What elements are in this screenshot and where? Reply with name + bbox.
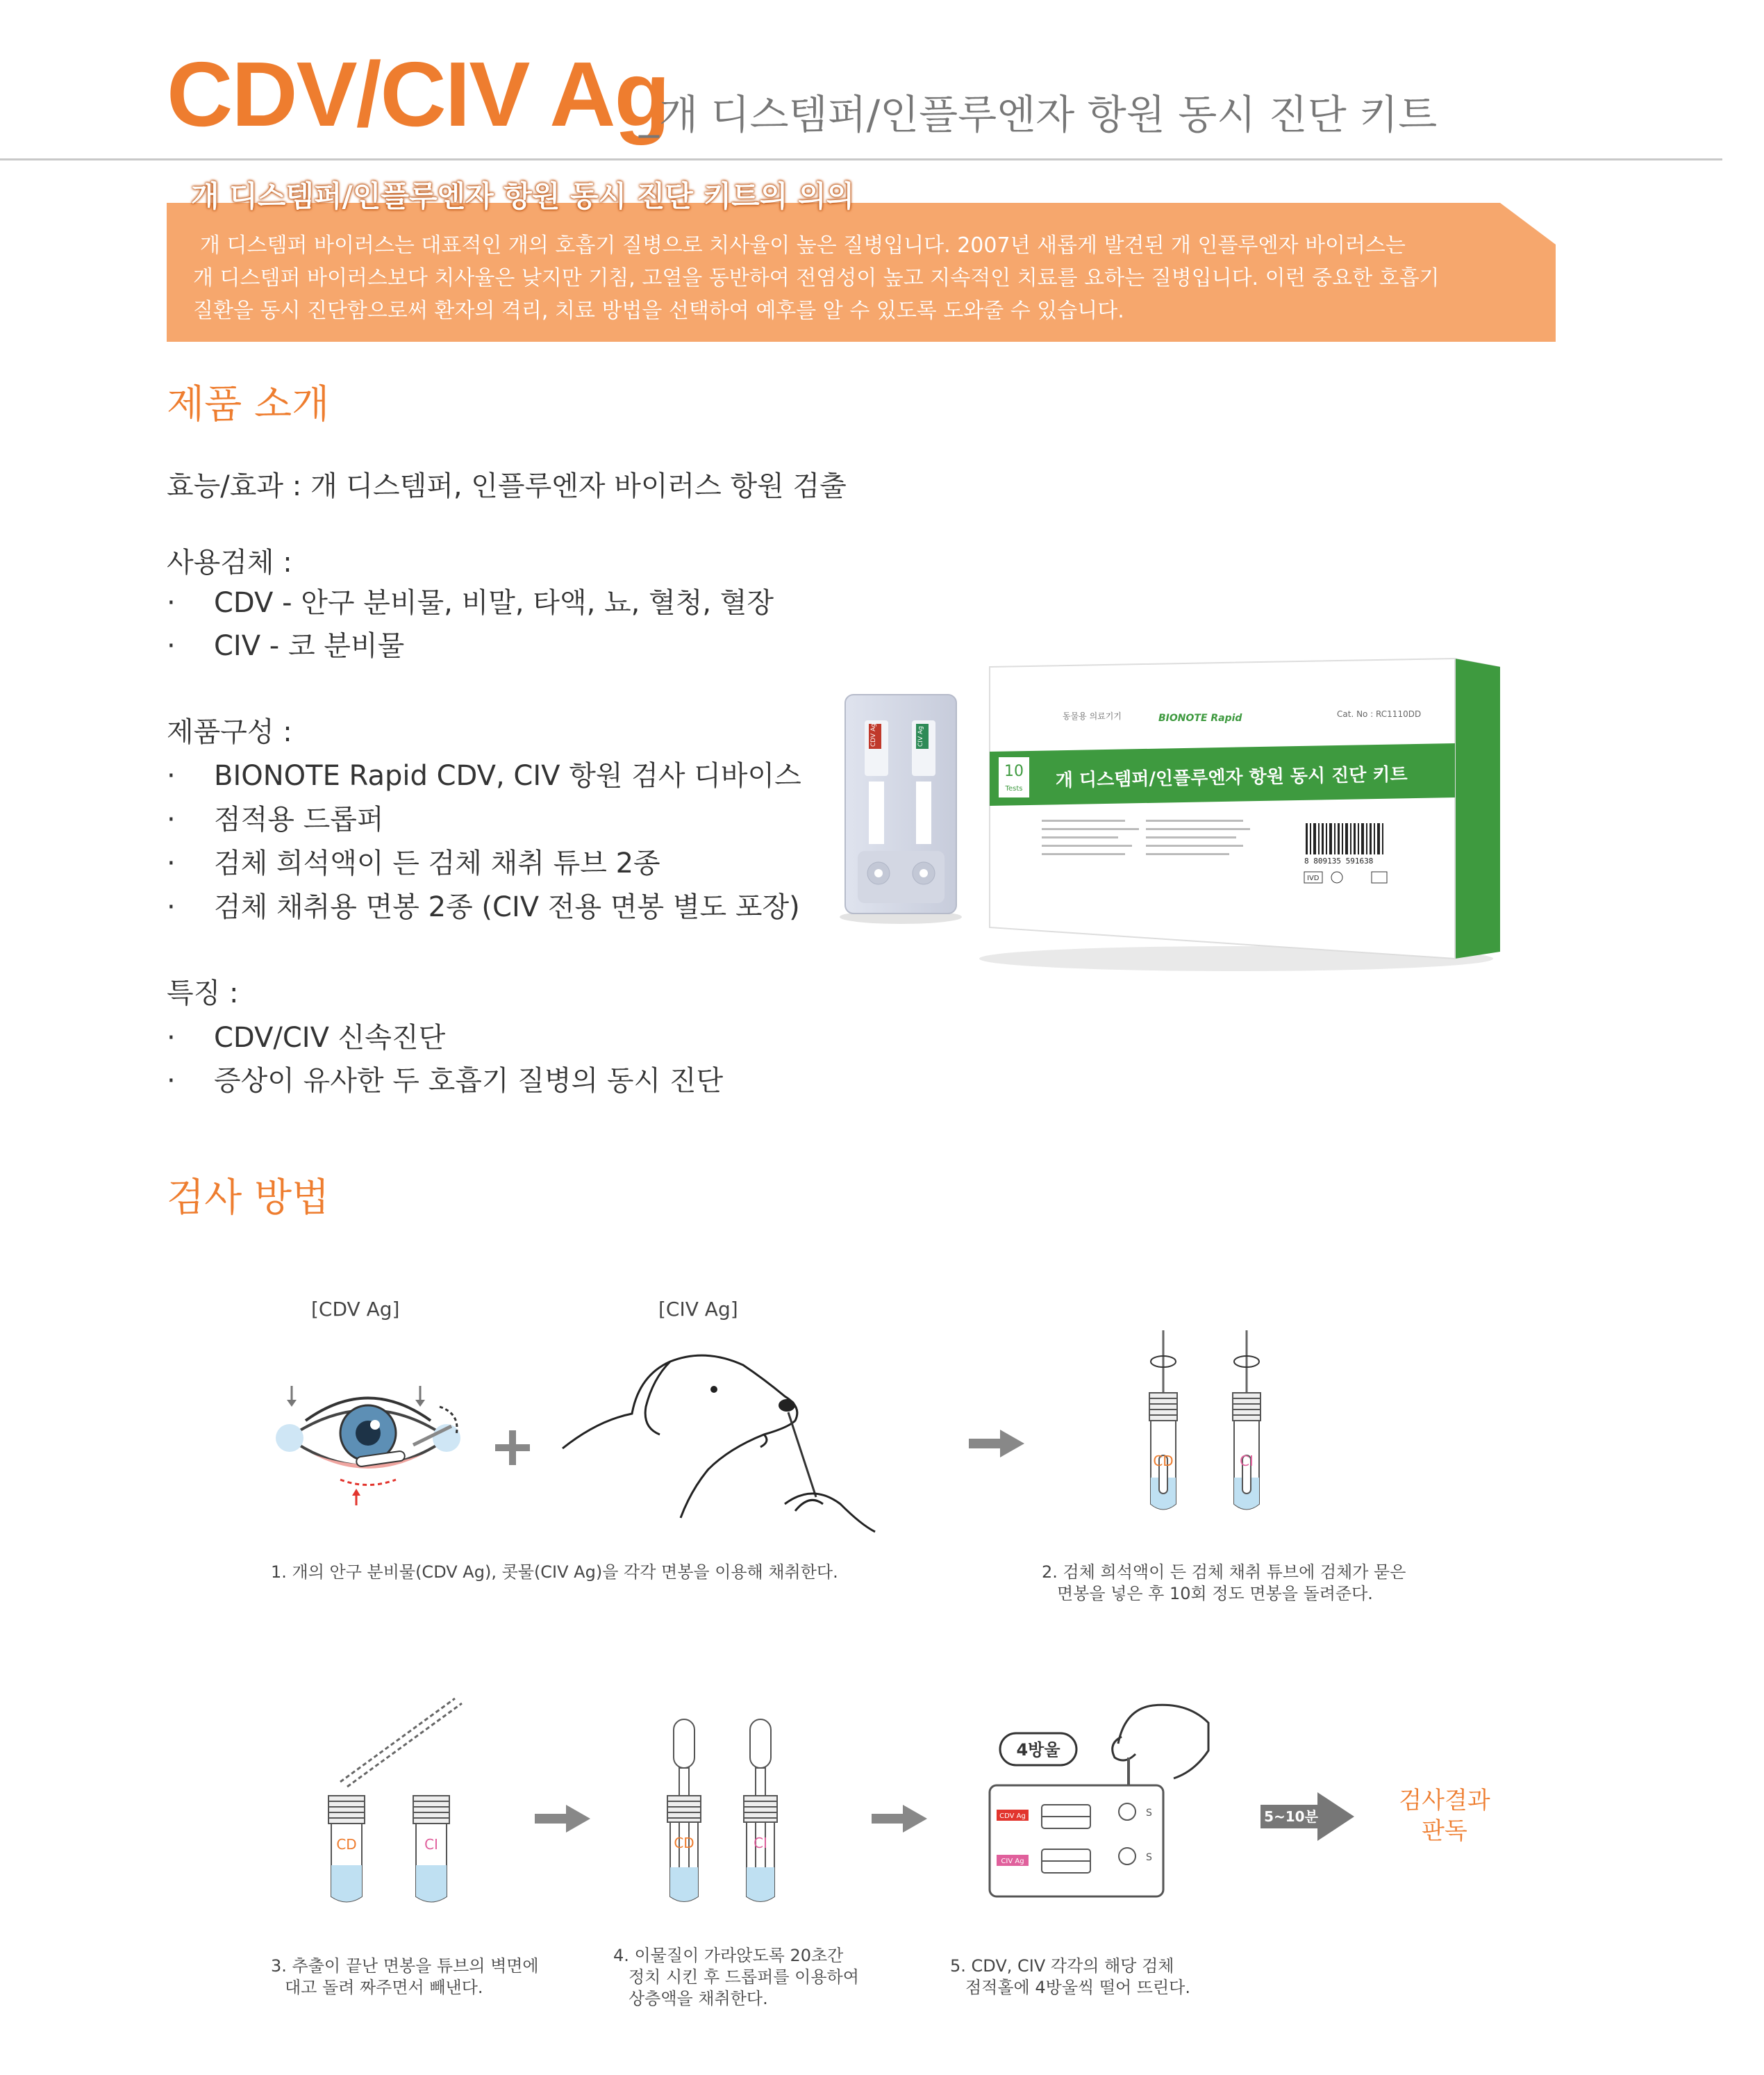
step-caption: 3. 추출이 끝난 면봉을 튜브의 벽면에 [271, 1956, 539, 1976]
tube-label-ci: CI [1240, 1453, 1254, 1469]
box-category: 동물용 의료기기 [1063, 711, 1122, 721]
composition-label: 제품구성 : [167, 716, 292, 748]
tubes-rotation-illustration [1122, 1323, 1281, 1532]
device-dropping-illustration [986, 1695, 1222, 1917]
box-ivd: IVD [1307, 875, 1320, 882]
box-barcode-number: 8 809135 591638 [1304, 857, 1374, 866]
civ-label: [CIV Ag] [658, 1298, 738, 1321]
step-caption: 점적홀에 4방울씩 떨어 뜨린다. [965, 1978, 1190, 1997]
device-s-bottom: S [1146, 1852, 1152, 1863]
time-label: 5~10분 [1264, 1808, 1318, 1825]
tube-label-ci: CI [424, 1836, 438, 1853]
list-item: · 검체 희석액이 든 검체 채취 튜브 2종 [167, 848, 660, 879]
box-product-name: 개 디스템퍼/인플루엔자 항원 동시 진단 키트 [1055, 764, 1408, 791]
list-item: · 검체 채취용 면봉 2종 (CIV 전용 면봉 별도 포장) [167, 891, 800, 923]
plus-icon-vertical [509, 1430, 516, 1465]
product-box-image [972, 653, 1500, 973]
device-s-top: S [1146, 1808, 1152, 1819]
swab-removal-illustration [316, 1695, 469, 1910]
banner-line: 개 디스템퍼 바이러스는 대표적인 개의 호흡기 질병으로 치사율이 높은 질병입니다. 2007년 새롭게 발견된 개 인플루엔자 바이러스는 [200, 233, 1406, 258]
features-label: 특징 : [167, 977, 239, 1009]
device-label-civ: CIV Ag [917, 726, 924, 747]
list-item: · BIONOTE Rapid CDV, CIV 항원 검사 디바이스 [167, 760, 801, 792]
page-subtitle: _개 디스템퍼/인플루엔자 항원 동시 진단 키트 [639, 91, 1438, 138]
result-line: 검사결과 [1399, 1787, 1490, 1814]
tube-label-cd: CD [674, 1835, 694, 1851]
time-arrow-icon [1260, 1792, 1354, 1841]
banner-line: 개 디스템퍼 바이러스보다 치사율은 낮지만 기침, 고열을 동반하여 전염성이 높고 지속적인 치료를 요하는 질병입니다. 이런 중요한 호흡기 [193, 266, 1440, 290]
drops-label: 4방울 [1016, 1740, 1060, 1760]
banner-title: 개 디스템퍼/인플루엔자 항원 동시 진단 키트의 의의 [191, 179, 855, 213]
arrow-right-icon [535, 1805, 590, 1833]
dog-nose-swab-illustration [556, 1337, 882, 1542]
tube-label-cd: CD [336, 1836, 357, 1853]
cdv-label: [CDV Ag] [311, 1298, 400, 1321]
list-item: · CDV - 안구 분비물, 비말, 타액, 뇨, 혈청, 혈장 [167, 587, 774, 619]
step-caption: 정치 시킨 후 드롭퍼를 이용하여 [629, 1967, 859, 1987]
step-caption: 5. CDV, CIV 각각의 해당 검체 [950, 1956, 1174, 1976]
result-read-text [1389, 1785, 1500, 1846]
box-count: 10 [1004, 763, 1024, 780]
device-civ-label: CIV Ag [1001, 1858, 1024, 1865]
step-caption: 상층액을 채취한다. [629, 1989, 768, 2008]
box-cat-no: Cat. No : RC1110DD [1337, 709, 1422, 719]
box-brand: BIONOTE Rapid [1158, 713, 1242, 724]
method-section-title: 검사 방법 [167, 1175, 330, 1221]
step-caption: 면봉을 넣은 후 10회 정도 면봉을 돌려준다. [1057, 1584, 1373, 1603]
banner-text [193, 229, 1547, 327]
box-count-unit: Tests [1005, 785, 1023, 793]
eye-swab-illustration [274, 1379, 476, 1511]
product-section-title: 제품 소개 [167, 382, 330, 427]
arrow-right-icon [969, 1430, 1024, 1457]
tube-label-cd: CD [1153, 1453, 1174, 1469]
list-item: · 증상이 유사한 두 호흡기 질병의 동시 진단 [167, 1065, 724, 1097]
efficacy-text: 효능/효과 : 개 디스템퍼, 인플루엔자 바이러스 항원 검출 [167, 470, 847, 502]
step-caption: 4. 이물질이 가라앉도록 20초간 [613, 1946, 844, 1965]
device-cdv-label: CDV Ag [999, 1812, 1026, 1820]
banner-line: 질환을 동시 진단함으로써 환자의 격리, 치료 방법을 선택하여 예후를 알 수 있도록 도와줄 수 있습니다. [193, 299, 1124, 323]
header-divider [0, 158, 1722, 160]
tube-label-ci: CI [754, 1835, 767, 1851]
arrow-right-icon [872, 1805, 927, 1833]
page-title: CDV/CIV Ag [167, 43, 669, 145]
step-caption: 대고 돌려 짜주면서 빼낸다. [285, 1978, 483, 1997]
device-label-cdv: CDV Ag [870, 723, 877, 747]
list-item: · CDV/CIV 신속진단 [167, 1022, 446, 1054]
step-caption: 1. 개의 안구 분비물(CDV Ag), 콧물(CIV Ag)을 각각 면봉을 이용해 채취한다. [271, 1562, 838, 1582]
step-caption: 2. 검체 희석액이 든 검체 채취 튜브에 검체가 묻은 [1042, 1562, 1406, 1582]
specimen-label: 사용검체 : [167, 547, 292, 579]
list-item: · CIV - 코 분비물 [167, 630, 405, 662]
dropper-illustration [656, 1716, 795, 1910]
result-line: 판독 [1422, 1817, 1467, 1845]
list-item: · 점적용 드롭퍼 [167, 804, 384, 836]
test-device-image [837, 691, 965, 927]
